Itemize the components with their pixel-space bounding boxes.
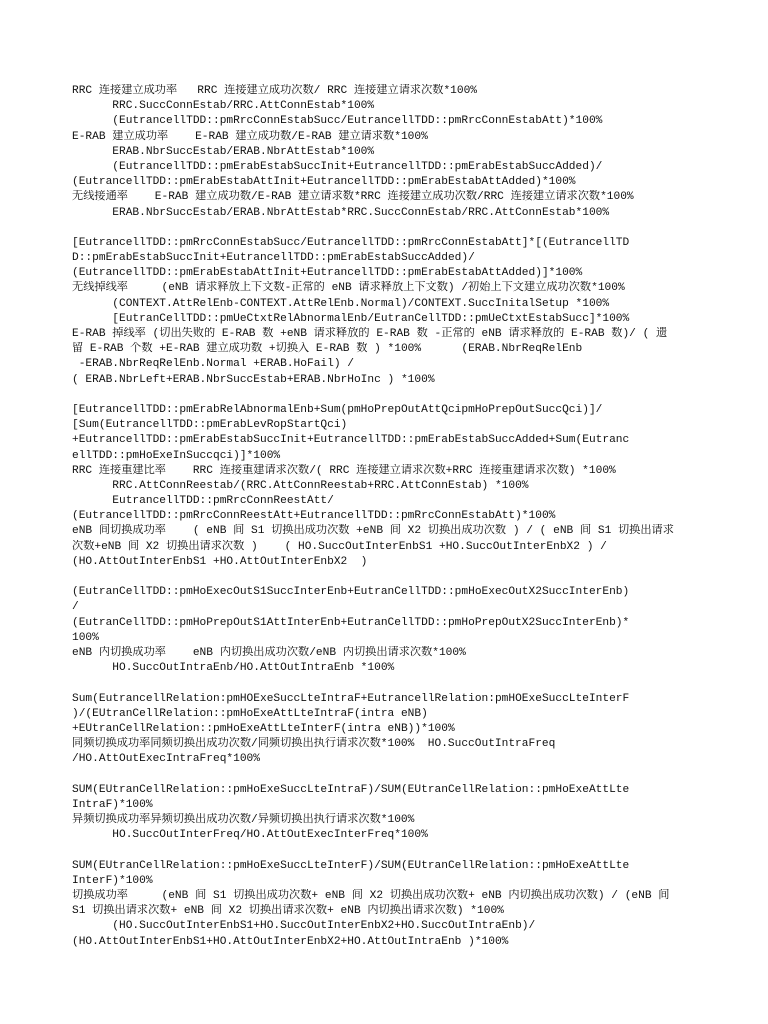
paragraph xyxy=(72,236,702,388)
text-line: S1 切换出请求次数+ eNB 间 X2 切换出请求次数+ eNB 内切换出请求次数) *100% xyxy=(72,905,504,918)
paragraph-gap xyxy=(72,676,702,691)
text-line: eNB 内切换成功率 eNB 内切换出成功次数/eNB 内切换出请求次数*100% xyxy=(72,646,466,659)
text-line: 同频切换成功率同频切换出成功次数/同频切换出执行请求次数*100% HO.SuccOutIntraFreq xyxy=(72,738,556,751)
text-line: HO.SuccOutInterFreq/HO.AttOutExecInterFreq*100% xyxy=(72,829,428,842)
text-line: E-RAB 建立成功率 E-RAB 建立成功数/E-RAB 建立请求数*100% xyxy=(72,130,428,143)
text-line: )/(EUtranCellRelation::pmHoExeAttLteIntraF(intra eNB) xyxy=(72,707,428,720)
paragraph-gap xyxy=(72,388,702,403)
text-line: [EutrancellTDD::pmRrcConnEstabSucc/EutrancellTDD::pmRrcConnEstabAtt]*[(EutrancellTD xyxy=(72,236,630,249)
text-line: (EutrancellTDD::pmRrcConnEstabSucc/EutrancellTDD::pmRrcConnEstabAtt)*100% xyxy=(72,115,603,128)
text-line: 无线接通率 E-RAB 建立成功数/E-RAB 建立请求数*RRC 连接建立成功次数/RRC 连接建立请求次数*100% xyxy=(72,191,634,204)
text-line: -ERAB.NbrReqRelEnb.Normal +ERAB.HoFail) / xyxy=(72,358,354,371)
text-line: +EUtranCellRelation::pmHoExeAttLteInterF(intra eNB))*100% xyxy=(72,722,455,735)
text-line: SUM(EUtranCellRelation::pmHoExeSuccLteInterF)/SUM(EUtranCellRelation::pmHoExeAttLte xyxy=(72,859,630,872)
text-line: (EutrancellTDD::pmErabEstabAttInit+EutrancellTDD::pmErabEstabAttAdded)*100% xyxy=(72,176,576,189)
text-line: (EutrancellTDD::pmErabEstabAttInit+EutrancellTDD::pmErabEstabAttAdded)]*100% xyxy=(72,267,583,280)
text-line: [EutranCellTDD::pmUeCtxtRelAbnormalEnb/EutranCellTDD::pmUeCtxtEstabSucc]*100% xyxy=(72,312,630,325)
text-line: ellTDD::pmHoExeInSuccqci)]*100% xyxy=(72,449,281,462)
text-line: HO.SuccOutIntraEnb/HO.AttOutIntraEnb *100% xyxy=(72,662,395,675)
paragraph-gap xyxy=(72,570,702,585)
paragraph xyxy=(72,783,702,844)
text-line: 留 E-RAB 个数 +E-RAB 建立成功数 +切换入 E-RAB 数 ) *100% (ERAB.NbrReqRelEnb xyxy=(72,343,583,356)
text-line: RRC 连接重建比率 RRC 连接重建请求次数/( RRC 连接建立请求次数+RRC 连接重建请求次数) *100% xyxy=(72,464,616,477)
text-line: (HO.SuccOutInterEnbS1+HO.SuccOutInterEnbX2+HO.SuccOutIntraEnb)/ xyxy=(72,920,536,933)
text-line: D::pmErabEstabSuccInit+EutrancellTDD::pmErabEstabSuccAdded)/ xyxy=(72,252,475,265)
paragraph-gap xyxy=(72,843,702,858)
text-line: ERAB.NbrSuccEstab/ERAB.NbrAttEstab*RRC.SuccConnEstab/RRC.AttConnEstab*100% xyxy=(72,206,610,219)
text-line: EutrancellTDD::pmRrcConnReestAtt/ xyxy=(72,495,334,508)
text-line: SUM(EUtranCellRelation::pmHoExeSuccLteIntraF)/SUM(EUtranCellRelation::pmHoExeAttLte xyxy=(72,783,630,796)
paragraph xyxy=(72,84,702,221)
text-line: InterF)*100% xyxy=(72,874,153,887)
text-line: IntraF)*100% xyxy=(72,798,153,811)
text-line: /HO.AttOutExecIntraFreq*100% xyxy=(72,753,260,766)
text-line: (EutranCellTDD::pmHoPrepOutS1AttInterEnb+EutranCellTDD::pmHoPrepOutX2SuccInterEnb)* xyxy=(72,616,630,629)
text-line: RRC 连接建立成功率 RRC 连接建立成功次数/ RRC 连接建立请求次数*100% xyxy=(72,85,478,97)
text-line: RRC.AttConnReestab/(RRC.AttConnReestab+RRC.AttConnEstab) *100% xyxy=(72,479,529,492)
text-line: (EutrancellTDD::pmErabEstabSuccInit+EutrancellTDD::pmErabEstabSuccAdded)/ xyxy=(72,160,603,173)
text-line: [Sum(EutrancellTDD::pmErabLevRopStartQci) xyxy=(72,419,348,432)
text-line: eNB 间切换成功率 ( eNB 间 S1 切换出成功次数 +eNB 间 X2 切换出成功次数 ) / ( eNB 间 S1 切换出请求 xyxy=(72,525,674,538)
paragraph-gap xyxy=(72,221,702,236)
text-line: 异频切换成功率异频切换出成功次数/异频切换出执行请求次数*100% xyxy=(72,814,415,826)
text-line: (EutranCellTDD::pmHoExecOutS1SuccInterEnb+EutranCellTDD::pmHoExecOutX2SuccInterEnb) xyxy=(72,586,630,599)
text-line: [EutrancellTDD::pmErabRelAbnormalEnb+Sum(pmHoPrepOutAttQcipmHoPrepOutSuccQci)]/ xyxy=(72,403,603,416)
text-line: 次数+eNB 间 X2 切换出请求次数 ) ( HO.SuccOutInterEnbS1 +HO.SuccOutInterEnbX2 ) / xyxy=(72,540,607,553)
text-line: (HO.AttOutInterEnbS1 +HO.AttOutInterEnbX2 ) xyxy=(72,555,368,568)
text-line: (EutrancellTDD::pmRrcConnReestAtt+EutrancellTDD::pmRrcConnEstabAtt)*100% xyxy=(72,510,556,523)
text-line: RRC.SuccConnEstab/RRC.AttConnEstab*100% xyxy=(72,100,375,113)
paragraph xyxy=(72,859,702,950)
text-line: +EutrancellTDD::pmErabEstabSuccInit+EutrancellTDD::pmErabEstabSuccAdded+Sum(Eutranc xyxy=(72,434,630,447)
text-line: / xyxy=(72,601,79,614)
paragraph xyxy=(72,403,702,570)
paragraph xyxy=(72,692,702,768)
text-line: (HO.AttOutInterEnbS1+HO.AttOutInterEnbX2+HO.AttOutIntraEnb )*100% xyxy=(72,935,509,948)
text-line: E-RAB 掉线率 (切出失败的 E-RAB 数 +eNB 请求释放的 E-RAB 数 -正常的 eNB 请求释放的 E-RAB 数)/ ( 遗 xyxy=(72,328,668,340)
paragraph xyxy=(72,585,702,676)
text-line: 无线掉线率 (eNB 请求释放上下文数-正常的 eNB 请求释放上下文数) /初始上下文建立成功次数*100% xyxy=(72,282,625,295)
document-body xyxy=(72,84,702,950)
text-line: ( ERAB.NbrLeft+ERAB.NbrSuccEstab+ERAB.NbrHoInc ) *100% xyxy=(72,373,435,386)
text-line: 切换成功率 (eNB 间 S1 切换出成功次数+ eNB 间 X2 切换出成功次数+ eNB 内切换出成功次数) / (eNB 间 xyxy=(72,889,670,902)
text-line: (CONTEXT.AttRelEnb-CONTEXT.AttRelEnb.Normal)/CONTEXT.SuccInitalSetup *100% xyxy=(72,297,610,310)
paragraph-gap xyxy=(72,767,702,782)
text-line: ERAB.NbrSuccEstab/ERAB.NbrAttEstab*100% xyxy=(72,145,375,158)
text-line: Sum(EutrancellRelation:pmHOExeSuccLteIntraF+EutrancellRelation:pmHOExeSuccLteInterF xyxy=(72,692,630,705)
text-line: 100% xyxy=(72,631,99,644)
